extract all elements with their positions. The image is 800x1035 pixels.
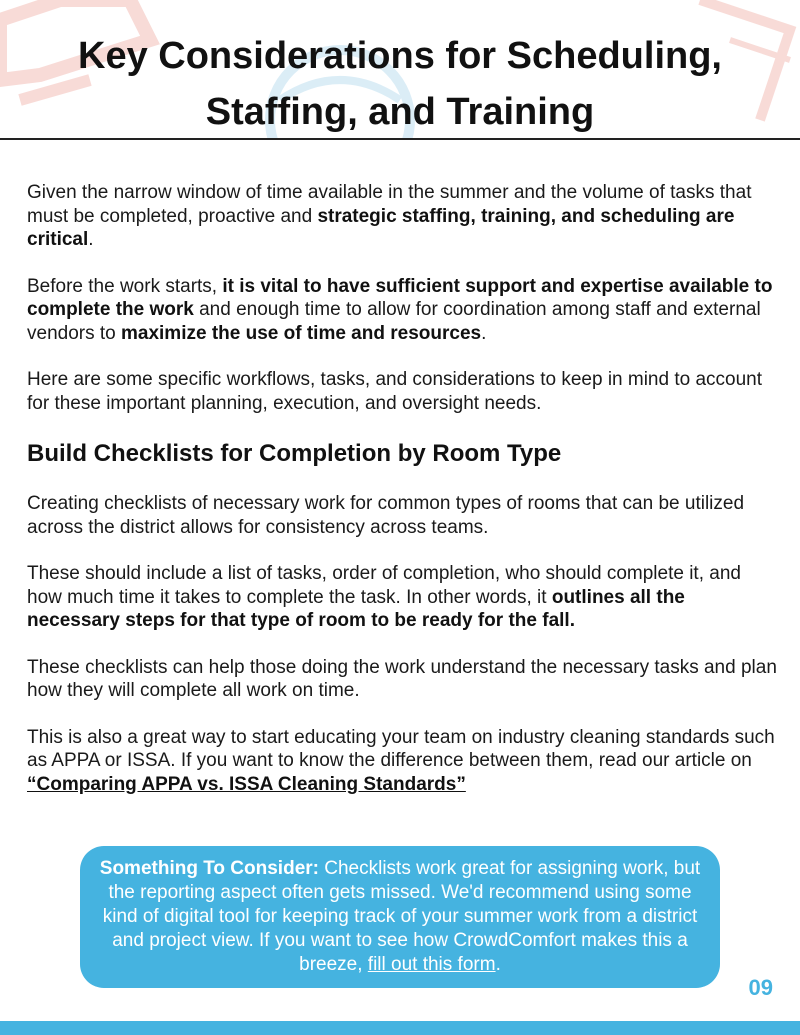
section-heading: Build Checklists for Completion by Room Type — [27, 440, 562, 467]
section-p4-text: This is also a great way to start educating your team on industry cleaning standards such as APPA or ISSA. If you want to know the difference between them, read our article on — [27, 726, 775, 771]
intro-p2-bold: it is vital to have sufficient support and expertise available to complete the work — [27, 275, 773, 320]
page-title — [0, 28, 800, 140]
title-divider — [0, 138, 800, 140]
intro-paragraph-1 — [27, 181, 777, 252]
intro-p2-text: Before the work starts, — [27, 275, 223, 297]
callout-body: Checklists work great for assigning work, but the reporting aspect often gets missed. We'd recommend using some kind of digital tool for keeping track of your summer work from a district and project view. If you want to see how CrowdComfort makes this a breeze, — [102, 858, 701, 975]
article-link[interactable]: “Comparing APPA vs. ISSA Cleaning Standards” — [27, 773, 466, 795]
section-paragraph-4 — [27, 726, 777, 797]
section-p2-bold: outlines all the necessary steps for that type of room to be ready for the fall. — [27, 586, 685, 631]
body-content — [27, 181, 777, 819]
intro-paragraph-3: Here are some specific workflows, tasks, and considerations to keep in mind to account for these important planning, execution, and oversight needs. — [27, 369, 763, 414]
form-link[interactable]: fill out this form — [367, 954, 496, 975]
page-title-line2: Staffing, and Training — [205, 91, 595, 133]
section-paragraph-2 — [27, 562, 777, 633]
page-title-line1: Key Considerations for Scheduling, — [78, 35, 722, 77]
section-p2-text: These should include a list of tasks, order of completion, who should complete it, and how much time it takes to complete the task. In other words, it — [27, 563, 741, 608]
intro-p2-end: . — [481, 322, 487, 344]
intro-paragraph-2 — [27, 275, 777, 346]
intro-p2-bold2: maximize the use of time and resources — [121, 322, 482, 344]
page-number: 09 — [748, 975, 773, 1000]
callout-end: . — [495, 954, 501, 975]
intro-p1-text: Given the narrow window of time available in the summer and the volume of tasks that must be completed, proactive and — [27, 182, 752, 227]
intro-p2-text2: and enough time to allow for coordination among staff and external vendors to — [27, 299, 761, 344]
intro-p1-bold: strategic staffing, training, and scheduling are critical — [27, 205, 735, 250]
intro-p1-end: . — [88, 229, 94, 250]
callout-box — [80, 846, 720, 988]
footer-bar — [0, 1021, 800, 1035]
section-paragraph-3: These checklists can help those doing the work understand the necessary tasks and plan how they will complete all work on time. — [27, 656, 777, 701]
callout-lead: Something To Consider: — [99, 858, 319, 879]
section-paragraph-1: Creating checklists of necessary work for common types of rooms that can be utilized across the district allows for consistency across teams. — [27, 493, 745, 538]
